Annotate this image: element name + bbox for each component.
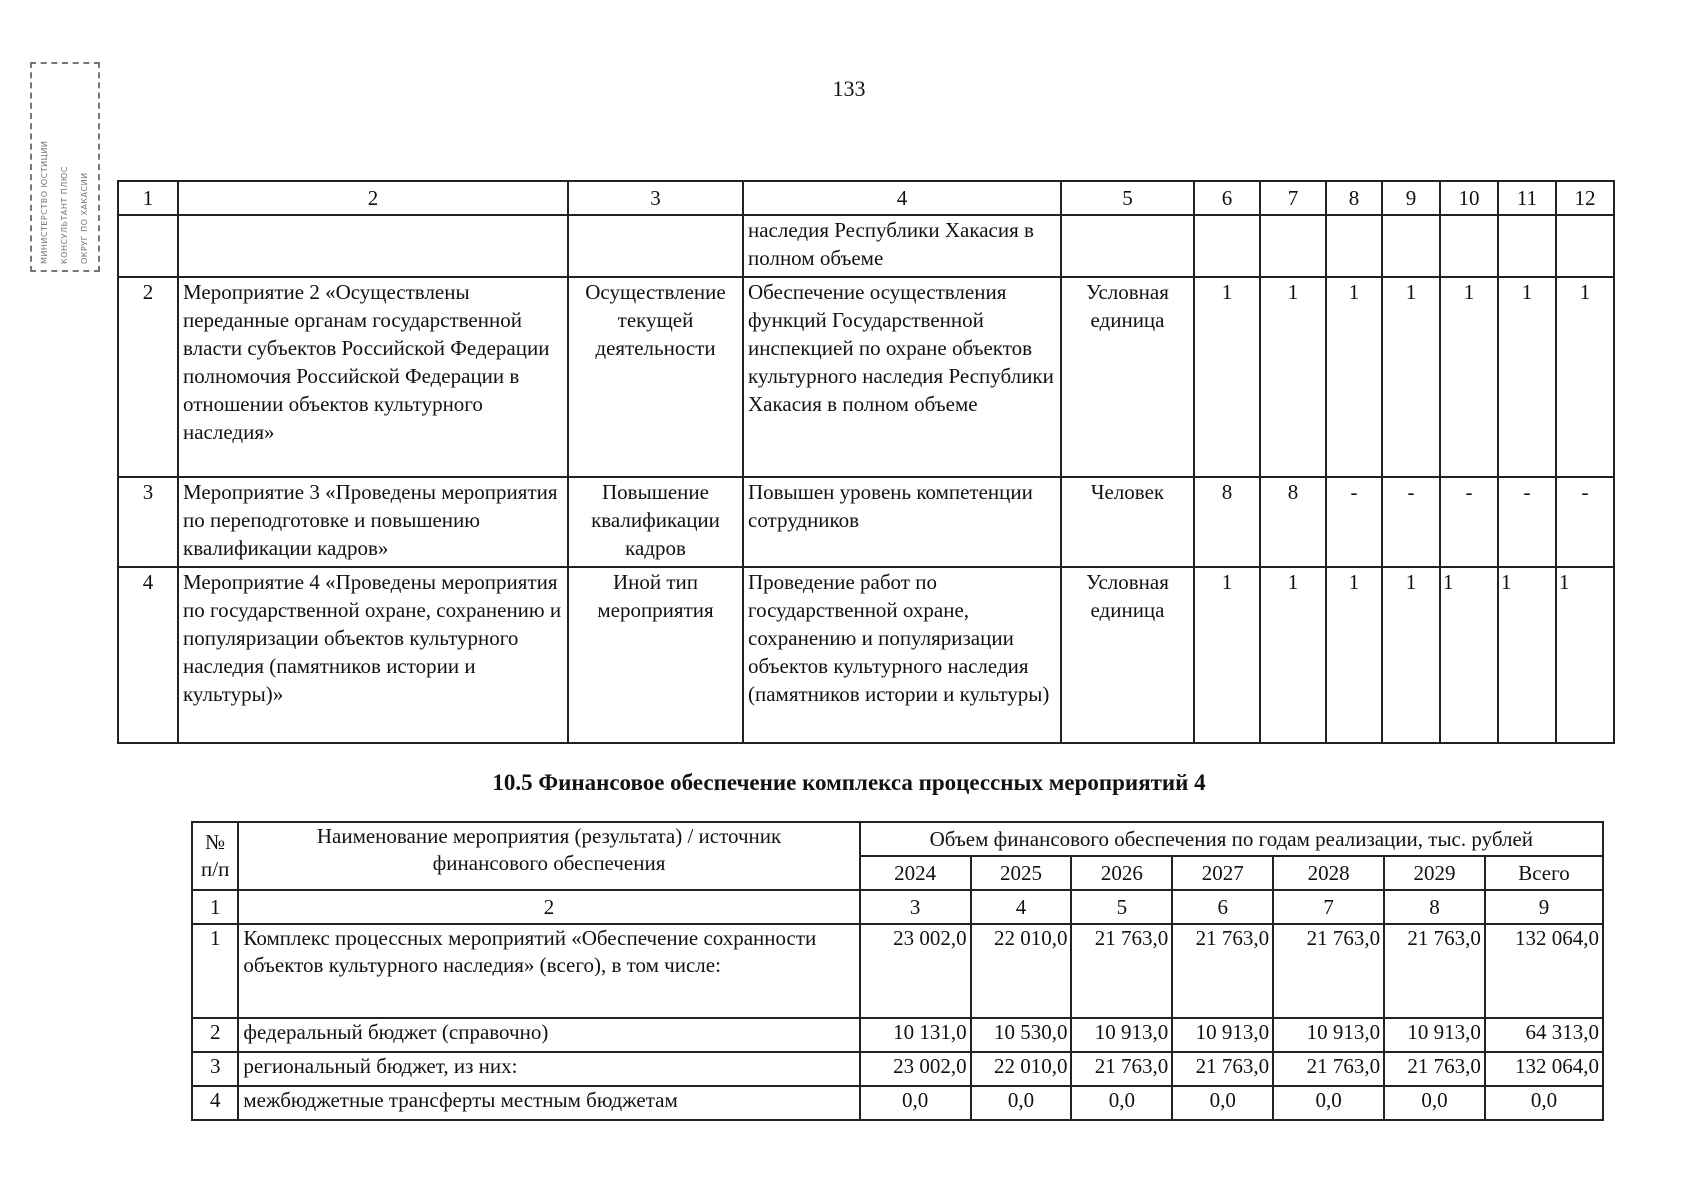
- value-cell: -: [1498, 477, 1556, 567]
- source-name-cell: федеральный бюджет (справочно): [238, 1018, 859, 1052]
- unit-cell: Условная единица: [1061, 277, 1194, 477]
- event-name-cell: Мероприятие 2 «Осуществлены переданные органам государственной власти субъектов Российской Федерации полномочия Российской Федерации в отношении объектов культурного наследия»: [178, 277, 568, 477]
- value-cell: -: [1382, 477, 1440, 567]
- header-cell: 3: [568, 181, 743, 215]
- header-cell: 9: [1382, 181, 1440, 215]
- year-header: 2026: [1071, 856, 1172, 890]
- value-cell: 1: [1326, 277, 1382, 477]
- header-cell: 12: [1556, 181, 1614, 215]
- value-cell: 1: [1382, 277, 1440, 477]
- amount-cell: 10 913,0: [1071, 1018, 1172, 1052]
- row-number: 2: [118, 277, 178, 477]
- col-name-header: Наименование мероприятия (результата) / источник финансового обеспечения: [238, 822, 859, 890]
- year-header: 2024: [860, 856, 971, 890]
- table-row: [118, 567, 1614, 743]
- header-cell: 11: [1498, 181, 1556, 215]
- value-cell: 8: [1194, 477, 1260, 567]
- result-cell: Проведение работ по государственной охране, сохранению и популяризации объектов культурного наследия (памятников истории и культуры): [743, 567, 1061, 743]
- amount-cell: 21 763,0: [1071, 924, 1172, 1018]
- table-row: [118, 477, 1614, 567]
- table-row: [192, 924, 1603, 1018]
- value-cell: 1: [1260, 277, 1326, 477]
- header-cell: 8: [1326, 181, 1382, 215]
- value-cell: 1: [1498, 567, 1556, 743]
- indicators-table: [117, 180, 1615, 744]
- header-cell: 5: [1061, 181, 1194, 215]
- unit-cell: Условная единица: [1061, 567, 1194, 743]
- year-header: 2028: [1273, 856, 1384, 890]
- amount-cell: 21 763,0: [1172, 924, 1273, 1018]
- event-name-cell: Мероприятие 4 «Проведены мероприятия по государственной охране, сохранению и популяризации объектов культурного наследия (памятников истории и культуры)»: [178, 567, 568, 743]
- stamp-line: КОНСУЛЬТАНТ ПЛЮС: [60, 165, 69, 264]
- amount-cell: 10 913,0: [1172, 1018, 1273, 1052]
- source-name-cell: региональный бюджет, из них:: [238, 1052, 859, 1086]
- event-type-cell: Осуществление текущей деятельности: [568, 277, 743, 477]
- total-amount-cell: 132 064,0: [1485, 924, 1603, 1018]
- index-cell: 6: [1172, 890, 1273, 924]
- source-name-cell: межбюджетные трансферты местным бюджетам: [238, 1086, 859, 1120]
- header-cell: 6: [1194, 181, 1260, 215]
- result-cell: Повышен уровень компетенции сотрудников: [743, 477, 1061, 567]
- event-name-cell: Мероприятие 3 «Проведены мероприятия по переподготовке и повышению квалификации кадров»: [178, 477, 568, 567]
- column-index-row: [192, 890, 1603, 924]
- index-cell: 7: [1273, 890, 1384, 924]
- amount-cell: 21 763,0: [1384, 924, 1485, 1018]
- total-amount-cell: 64 313,0: [1485, 1018, 1603, 1052]
- index-cell: 1: [192, 890, 238, 924]
- header-cell: 4: [743, 181, 1061, 215]
- amount-cell: 23 002,0: [860, 924, 971, 1018]
- index-cell: 3: [860, 890, 971, 924]
- value-cell: 1: [1194, 567, 1260, 743]
- value-cell: 1: [1326, 567, 1382, 743]
- event-type-cell: Иной тип мероприятия: [568, 567, 743, 743]
- amount-cell: 10 131,0: [860, 1018, 971, 1052]
- value-cell: 1: [1382, 567, 1440, 743]
- amount-cell: 21 763,0: [1273, 1052, 1384, 1086]
- index-cell: 4: [971, 890, 1072, 924]
- financing-table: [191, 821, 1604, 1121]
- header-cell: 1: [118, 181, 178, 215]
- amount-cell: 10 913,0: [1384, 1018, 1485, 1052]
- value-cell: 1: [1498, 277, 1556, 477]
- row-number: 2: [192, 1018, 238, 1052]
- year-header: 2027: [1172, 856, 1273, 890]
- amount-cell: 10 913,0: [1273, 1018, 1384, 1052]
- page-number: 133: [832, 76, 866, 101]
- result-cell: Обеспечение осуществления функций Государственной инспекцией по охране объектов культурного наследия Республики Хакасия в полном объеме: [743, 277, 1061, 477]
- amount-cell: 21 763,0: [1384, 1052, 1485, 1086]
- table-row: [118, 215, 1614, 277]
- table-row: [118, 277, 1614, 477]
- row-number: 4: [118, 567, 178, 743]
- amount-cell: 23 002,0: [860, 1052, 971, 1086]
- value-cell: -: [1326, 477, 1382, 567]
- row-number: 3: [192, 1052, 238, 1086]
- header-cell: 7: [1260, 181, 1326, 215]
- value-cell: 1: [1556, 567, 1614, 743]
- amount-cell: 0,0: [1384, 1086, 1485, 1120]
- index-cell: 2: [238, 890, 859, 924]
- index-cell: 5: [1071, 890, 1172, 924]
- amount-cell: 0,0: [971, 1086, 1072, 1120]
- index-cell: 8: [1384, 890, 1485, 924]
- total-amount-cell: 132 064,0: [1485, 1052, 1603, 1086]
- table-header-row: [192, 822, 1603, 856]
- table-row: [192, 1018, 1603, 1052]
- table-header-row: [118, 181, 1614, 215]
- col-number-header: № п/п: [192, 822, 238, 890]
- amount-cell: 0,0: [1273, 1086, 1384, 1120]
- total-header: Всего: [1485, 856, 1603, 890]
- stamp-line: МИНИСТЕРСТВО ЮСТИЦИИ: [40, 140, 49, 264]
- value-cell: -: [1440, 477, 1498, 567]
- value-cell: 1: [1260, 567, 1326, 743]
- section-title: 10.5 Финансовое обеспечение комплекса процессных мероприятий 4: [492, 770, 1206, 795]
- amount-cell: 0,0: [860, 1086, 971, 1120]
- amount-cell: 22 010,0: [971, 924, 1072, 1018]
- row-number: 1: [192, 924, 238, 1018]
- result-cell: наследия Республики Хакасия в полном объеме: [743, 215, 1061, 277]
- value-cell: 1: [1440, 277, 1498, 477]
- header-cell: 2: [178, 181, 568, 215]
- source-name-cell: Комплекс процессных мероприятий «Обеспечение сохранности объектов культурного наследия» (всего), в том числе:: [238, 924, 859, 1018]
- event-type-cell: Повышение квалификации кадров: [568, 477, 743, 567]
- value-cell: 1: [1440, 567, 1498, 743]
- year-header: 2025: [971, 856, 1072, 890]
- total-amount-cell: 0,0: [1485, 1086, 1603, 1120]
- unit-cell: Человек: [1061, 477, 1194, 567]
- value-cell: -: [1556, 477, 1614, 567]
- amount-cell: 21 763,0: [1273, 924, 1384, 1018]
- amount-cell: 0,0: [1071, 1086, 1172, 1120]
- amount-cell: 0,0: [1172, 1086, 1273, 1120]
- table-row: [192, 1052, 1603, 1086]
- amount-cell: 10 530,0: [971, 1018, 1072, 1052]
- header-cell: 10: [1440, 181, 1498, 215]
- index-cell: 9: [1485, 890, 1603, 924]
- col-group-header: Объем финансового обеспечения по годам реализации, тыс. рублей: [860, 822, 1603, 856]
- stamp-line: ОКРУГ ПО ХАКАСИИ: [80, 172, 89, 264]
- row-number: 3: [118, 477, 178, 567]
- amount-cell: 21 763,0: [1172, 1052, 1273, 1086]
- row-number: 4: [192, 1086, 238, 1120]
- amount-cell: 22 010,0: [971, 1052, 1072, 1086]
- value-cell: 8: [1260, 477, 1326, 567]
- value-cell: 1: [1556, 277, 1614, 477]
- year-header: 2029: [1384, 856, 1485, 890]
- value-cell: 1: [1194, 277, 1260, 477]
- table-row: [192, 1086, 1603, 1120]
- amount-cell: 21 763,0: [1071, 1052, 1172, 1086]
